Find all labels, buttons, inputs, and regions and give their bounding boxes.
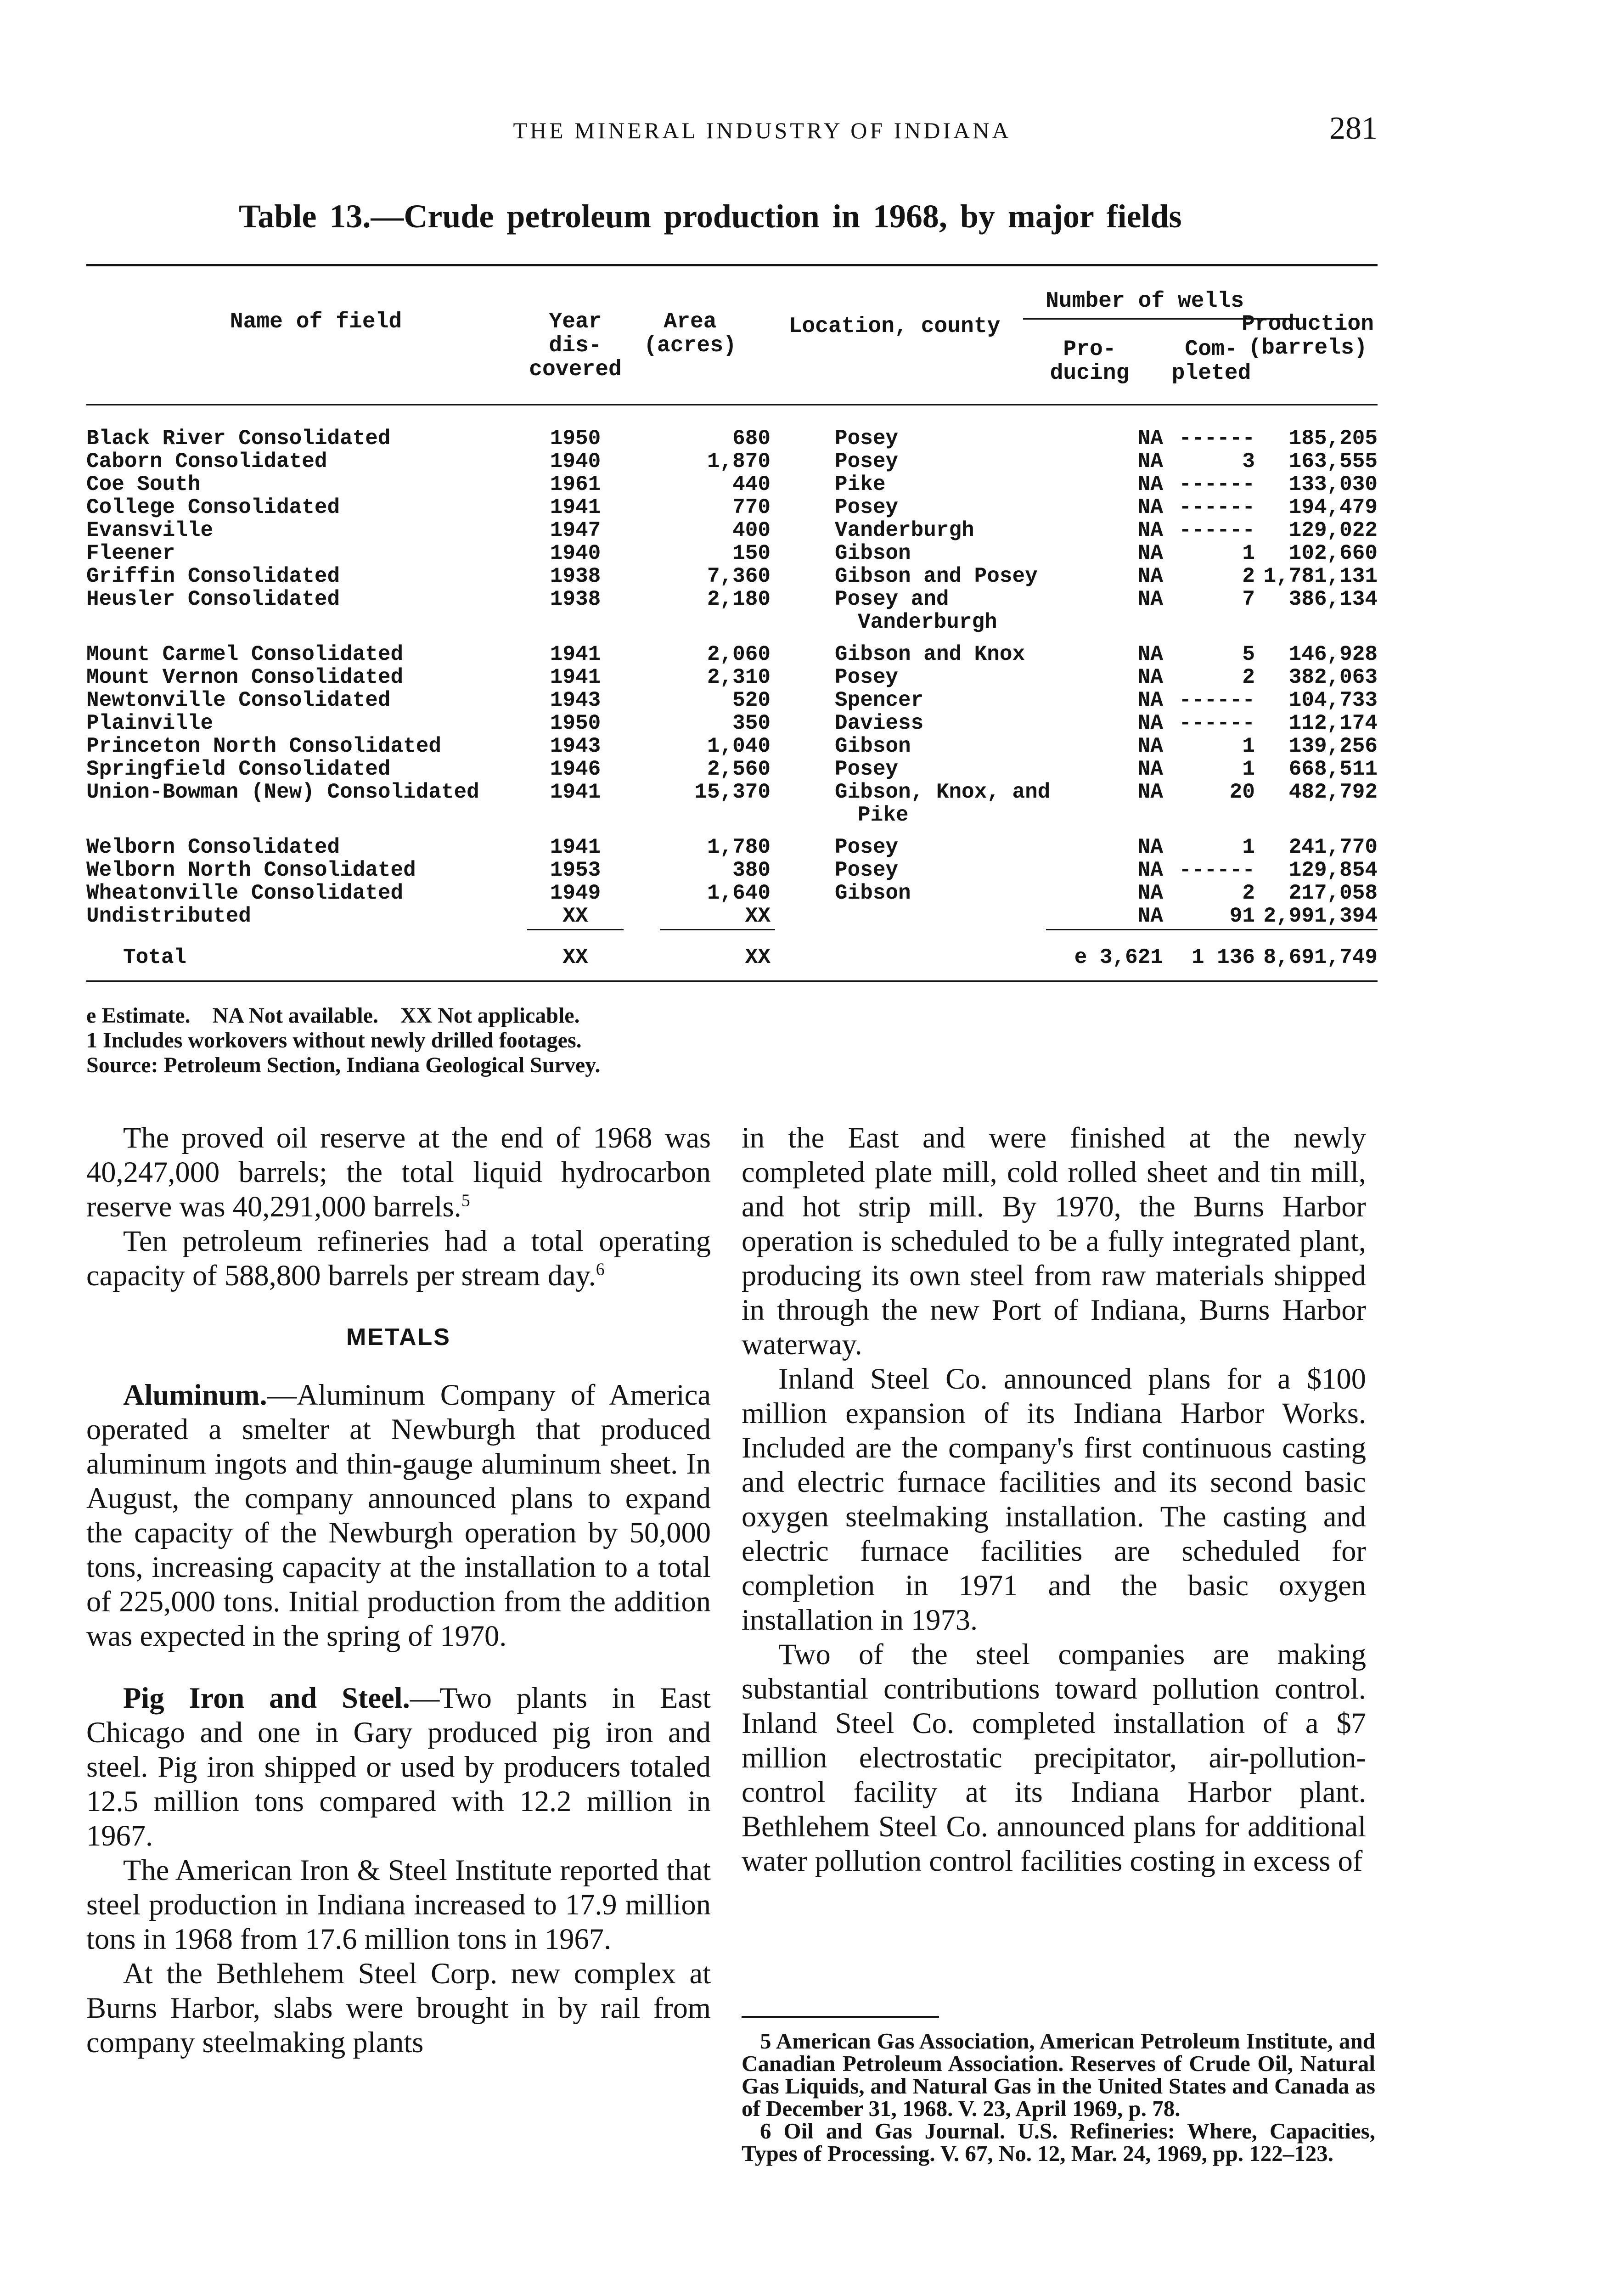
table-row	[86, 519, 1378, 542]
header-completed-line1: Com-	[1185, 337, 1238, 362]
production-barrels: 146,928	[1288, 643, 1378, 666]
header-production	[1225, 312, 1390, 360]
table-row	[86, 905, 1378, 928]
paragraph-refineries: Ten petroleum refineries had a total operating capacity of 588,800 barrels per stream day.$^6$	[86, 1225, 711, 1292]
location-county: Posey	[835, 666, 899, 689]
table-row	[86, 643, 1378, 666]
footnote-6: 6 Oil and Gas Journal. U.S. Refineries: Where, Capacities, Types of Processing. V. 67, No. 12, Mar. 24, 1969, pp. 122–123.	[742, 2118, 1375, 2166]
wells-completed: ------	[1179, 473, 1255, 496]
area-acres: 520	[732, 689, 771, 712]
wells-producing: NA	[1137, 588, 1163, 611]
wells-producing: NA	[1137, 666, 1163, 689]
total-producing: e 3,621	[1074, 946, 1163, 969]
table-row	[86, 473, 1378, 496]
location-county: Vanderburgh	[835, 519, 974, 542]
wells-producing: NA	[1137, 427, 1163, 450]
area-acres: 2,180	[707, 588, 771, 611]
header-producing	[1009, 338, 1170, 385]
year-discovered: 1941	[550, 781, 601, 804]
pig-iron-run-in-title: Pig Iron and Steel.	[123, 1682, 410, 1714]
wells-completed: 2	[1242, 882, 1255, 905]
year-discovered: 1941	[550, 643, 601, 666]
paragraph-burns-harbor: in the East and were finished at the newly completed plate mill, cold rolled sheet and tin mill, and hot strip mill. By 1970, the Burns Harbor operation is scheduled to be a fully integrated plant, producing its own steel from raw materials shipped in through the new Port of Indiana, Burns Harbor waterway.	[742, 1121, 1366, 1361]
production-barrels: 139,256	[1288, 735, 1378, 758]
field-name: Union-Bowman (New) Consolidated	[86, 781, 479, 804]
field-name: Springfield Consolidated	[86, 758, 391, 781]
wells-completed: 2	[1242, 565, 1255, 588]
area-acres: 400	[732, 519, 771, 542]
paragraph-pig-iron: Pig Iron and Steel.—Two plants in East Chicago and one in Gary produced pig iron and steel. Pig iron shipped or used by producers totaled 12.5 million tons compared with 12.2 million in 1967.	[86, 1682, 711, 1852]
year-discovered: 1941	[550, 496, 601, 519]
field-name: Princeton North Consolidated	[86, 735, 441, 758]
header-producing-line1: Pro-	[1063, 337, 1116, 362]
location-county: Gibson, Knox, and	[835, 781, 1051, 804]
total-area: XX	[745, 946, 771, 969]
field-name: Wheatonville Consolidated	[86, 882, 404, 905]
year-discovered: 1941	[550, 666, 601, 689]
production-barrels: 194,479	[1288, 496, 1378, 519]
production-barrels: 129,854	[1288, 859, 1378, 882]
subtotal-rule-wells	[1046, 929, 1257, 930]
total-year: XX	[562, 946, 588, 969]
table-total-row	[86, 946, 1378, 969]
field-name: Mount Vernon Consolidated	[86, 666, 404, 689]
field-name: Heusler Consolidated	[86, 588, 340, 611]
wells-completed: ------	[1179, 689, 1255, 712]
wells-completed: ------	[1179, 712, 1255, 735]
production-barrels: 112,174	[1288, 712, 1378, 735]
body-column-left	[86, 1120, 711, 2060]
footnote-5: 5 American Gas Association, American Petroleum Institute, and Canadian Petroleum Association. Reserves of Crude Oil, Natural Gas Liquids, and Natural Gas in the United States and Canada as of December 31, 1968. V. 23, April 1969, p. 78.	[742, 2028, 1375, 2121]
subtotal-rule-year	[527, 929, 624, 930]
location-county: Gibson	[835, 542, 911, 565]
wells-completed: 1	[1242, 758, 1255, 781]
running-head: THE MINERAL INDUSTRY OF INDIANA	[513, 118, 1012, 143]
table-row	[86, 496, 1378, 519]
table-row-continuation	[86, 611, 1378, 634]
wells-producing: NA	[1137, 450, 1163, 473]
year-discovered: 1961	[550, 473, 601, 496]
wells-producing: NA	[1137, 496, 1163, 519]
area-acres: 150	[732, 542, 771, 565]
production-barrels: 129,022	[1288, 519, 1378, 542]
header-area-line2: (acres)	[644, 333, 737, 358]
paragraph-oil-reserve: The proved oil reserve at the end of 1968 was 40,247,000 barrels; the total liquid hydrocarbon reserve was 40,291,000 barrels.$^5$	[86, 1121, 711, 1223]
wells-completed: 1	[1242, 836, 1255, 859]
field-name: Newtonville Consolidated	[86, 689, 391, 712]
table-row	[86, 427, 1378, 450]
field-name: Evansville	[86, 519, 214, 542]
total-completed: 1 136	[1191, 946, 1255, 969]
table-row	[86, 781, 1378, 804]
area-acres: 350	[732, 712, 771, 735]
header-location: Location, county	[788, 314, 1001, 339]
field-name: Plainville	[86, 712, 214, 735]
wells-completed: ------	[1179, 427, 1255, 450]
footnote-rule	[742, 2016, 939, 2018]
header-completed-line2: pleted	[1171, 361, 1251, 386]
header-year-line1: Year dis-	[549, 310, 602, 358]
aluminum-run-in-title: Aluminum.	[123, 1379, 267, 1411]
area-acres: 680	[732, 427, 771, 450]
production-barrels: 386,134	[1288, 588, 1378, 611]
table-row	[86, 450, 1378, 473]
area-acres: 7,360	[707, 565, 771, 588]
wells-completed: 3	[1242, 450, 1255, 473]
location-county: Posey	[835, 427, 899, 450]
year-discovered: 1938	[550, 565, 601, 588]
field-name: Undistributed	[86, 905, 251, 928]
total-label: Total	[123, 946, 187, 969]
location-county: Spencer	[835, 689, 924, 712]
header-production-line2: (barrels)	[1248, 336, 1367, 360]
table-row	[86, 859, 1378, 882]
area-acres: 1,640	[707, 882, 771, 905]
subtotal-rule-production	[1243, 929, 1378, 930]
year-discovered: 1943	[550, 689, 601, 712]
year-discovered: 1938	[550, 588, 601, 611]
location-county: Posey and	[835, 588, 949, 611]
location-county: Posey	[835, 758, 899, 781]
footnote-ref-6: 6	[596, 1260, 605, 1279]
header-name: Name of field	[230, 310, 402, 334]
production-barrels: 241,770	[1288, 836, 1378, 859]
wells-completed: 2	[1242, 666, 1255, 689]
wells-producing: NA	[1137, 781, 1163, 804]
table-row	[86, 565, 1378, 588]
wells-producing: NA	[1137, 882, 1163, 905]
table-row	[86, 666, 1378, 689]
location-county: Daviess	[835, 712, 924, 735]
area-acres: 1,780	[707, 836, 771, 859]
header-producing-line2: ducing	[1050, 361, 1130, 386]
area-acres: 2,060	[707, 643, 771, 666]
header-area-line1: Area	[664, 310, 717, 334]
page-number: 281	[1329, 111, 1378, 146]
area-acres: XX	[745, 905, 771, 928]
area-acres: 380	[732, 859, 771, 882]
table-title: Table 13.—Crude petroleum production in 1968, by major fields	[239, 198, 1182, 235]
year-discovered: 1940	[550, 450, 601, 473]
location-county: Posey	[835, 859, 899, 882]
production-barrels: 217,058	[1288, 882, 1378, 905]
area-acres: 1,040	[707, 735, 771, 758]
production-barrels: 102,660	[1288, 542, 1378, 565]
wells-completed: 1	[1242, 542, 1255, 565]
header-production-line1: Production	[1241, 312, 1374, 337]
wells-producing: NA	[1137, 758, 1163, 781]
field-name: Coe South	[86, 473, 201, 496]
paragraph-aisi: The American Iron & Steel Institute reported that steel production in Indiana increased to 17.9 million tons in 1968 from 17.6 million tons in 1967.	[86, 1854, 711, 1955]
year-discovered: 1950	[550, 427, 601, 450]
location-county: Posey	[835, 496, 899, 519]
header-area	[633, 310, 748, 358]
body-column-right	[742, 1120, 1366, 1878]
production-barrels: 382,063	[1288, 666, 1378, 689]
wells-producing: NA	[1137, 542, 1163, 565]
production-barrels: 163,555	[1288, 450, 1378, 473]
production-barrels: 482,792	[1288, 781, 1378, 804]
year-discovered: 1943	[550, 735, 601, 758]
wells-completed: 20	[1229, 781, 1255, 804]
wells-completed: 7	[1242, 588, 1255, 611]
area-acres: 440	[732, 473, 771, 496]
production-barrels: 104,733	[1288, 689, 1378, 712]
header-year	[518, 310, 633, 382]
production-barrels: 2,991,394	[1263, 905, 1378, 928]
location-county: Pike	[835, 473, 886, 496]
location-county-line2: Pike	[858, 804, 909, 827]
year-discovered: 1949	[550, 882, 601, 905]
field-name: College Consolidated	[86, 496, 340, 519]
wells-producing: NA	[1137, 689, 1163, 712]
table-row	[86, 758, 1378, 781]
wells-completed: 5	[1242, 643, 1255, 666]
table-row	[86, 836, 1378, 859]
wells-completed: ------	[1179, 859, 1255, 882]
table-row	[86, 882, 1378, 905]
wells-producing: NA	[1137, 859, 1163, 882]
year-discovered: 1941	[550, 836, 601, 859]
wells-producing: NA	[1137, 735, 1163, 758]
field-name: Welborn North Consolidated	[86, 859, 416, 882]
production-barrels: 133,030	[1288, 473, 1378, 496]
wells-producing: NA	[1137, 836, 1163, 859]
area-acres: 770	[732, 496, 771, 519]
location-county: Posey	[835, 450, 899, 473]
header-year-line2: covered	[529, 357, 622, 382]
paragraph-bethlehem: At the Bethlehem Steel Corp. new complex at Burns Harbor, slabs were brought in by rail from company steelmaking plants	[86, 1957, 711, 2059]
wells-completed: ------	[1179, 496, 1255, 519]
field-name: Caborn Consolidated	[86, 450, 327, 473]
total-production: 8,691,749	[1263, 946, 1378, 969]
location-county: Gibson and Posey	[835, 565, 1038, 588]
footnote-ref-5: 5	[461, 1191, 470, 1210]
table-top-rule	[86, 264, 1378, 266]
location-county-line2: Vanderburgh	[858, 611, 997, 634]
location-county: Posey	[835, 836, 899, 859]
table-row	[86, 735, 1378, 758]
area-acres: 15,370	[694, 781, 771, 804]
wells-producing: NA	[1137, 473, 1163, 496]
location-county: Gibson	[835, 882, 911, 905]
year-discovered: 1946	[550, 758, 601, 781]
field-name: Griffin Consolidated	[86, 565, 340, 588]
wells-producing: NA	[1137, 565, 1163, 588]
area-acres: 2,310	[707, 666, 771, 689]
table-row	[86, 712, 1378, 735]
year-discovered: 1953	[550, 859, 601, 882]
table-bottom-rule	[86, 980, 1378, 982]
area-acres: 2,560	[707, 758, 771, 781]
wells-completed: 91	[1229, 905, 1255, 928]
location-county: Gibson	[835, 735, 911, 758]
area-acres: 1,870	[707, 450, 771, 473]
table-row	[86, 689, 1378, 712]
header-wells: Number of wells	[1045, 289, 1244, 314]
wells-producing: NA	[1137, 643, 1163, 666]
year-discovered: 1950	[550, 712, 601, 735]
table-notes	[86, 1003, 1378, 1078]
wells-producing: NA	[1137, 519, 1163, 542]
paragraph-aluminum: Aluminum.—Aluminum Company of America operated a smelter at Newburgh that produced aluminum ingots and thin-gauge aluminum sheet. In August, the company announced plans to expand the capacity of the Newburgh operation by 50,000 tons, increasing capacity at the installation to a total of 225,000 tons. Initial production from the addition was expected in the spring of 1970.	[86, 1379, 711, 1652]
location-county: Gibson and Knox	[835, 643, 1025, 666]
paragraph-pollution-control: Two of the steel companies are making substantial contributions toward pollution control. Inland Steel Co. completed installation of a $7 million electrostatic precipitator, air-pollution-control facility at its Indiana Harbor plant. Bethlehem Steel Co. announced plans for additional water pollution control facilities costing in excess of	[742, 1638, 1366, 1877]
table-note-workovers: 1 Includes workovers without newly drilled footages.	[86, 1028, 582, 1052]
field-name: Mount Carmel Consolidated	[86, 643, 404, 666]
field-name: Black River Consolidated	[86, 427, 391, 450]
table-row	[86, 542, 1378, 565]
footnotes	[742, 2030, 1375, 2165]
field-name: Welborn Consolidated	[86, 836, 340, 859]
wells-producing: NA	[1137, 712, 1163, 735]
wells-producing: NA	[1137, 905, 1163, 928]
production-barrels: 185,205	[1288, 427, 1378, 450]
subtotal-rule-area	[660, 929, 775, 930]
year-discovered: 1940	[550, 542, 601, 565]
production-barrels: 1,781,131	[1263, 565, 1378, 588]
table-note-legend: e Estimate. NA Not available. XX Not applicable.	[86, 1003, 580, 1028]
production-barrels: 668,511	[1288, 758, 1378, 781]
year-discovered: XX	[562, 905, 588, 928]
table-row-continuation	[86, 804, 1378, 827]
paragraph-inland-steel: Inland Steel Co. announced plans for a $100 million expansion of its Indiana Harbor Works. Included are the company's first continuous casting and electric furnace facilities and its second basic oxygen steelmaking installation. The casting and electric furnace facilities are scheduled for completion in 1971 and the basic oxygen installation in 1973.	[742, 1362, 1366, 1636]
field-name: Fleener	[86, 542, 175, 565]
table-note-source: Source: Petroleum Section, Indiana Geological Survey.	[86, 1053, 601, 1077]
wells-completed: ------	[1179, 519, 1255, 542]
table-row	[86, 588, 1378, 611]
section-heading-metals: METALS	[346, 1324, 451, 1351]
header-bottom-rule	[86, 404, 1378, 405]
wells-completed: 1	[1242, 735, 1255, 758]
year-discovered: 1947	[550, 519, 601, 542]
